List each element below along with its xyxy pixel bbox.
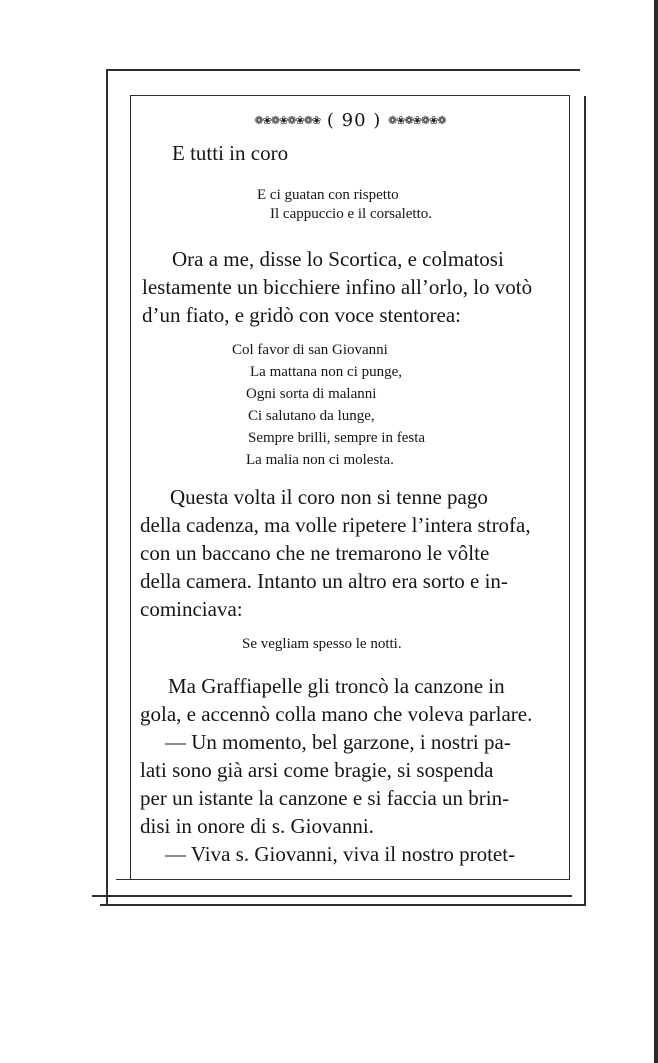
verse-line: Sempre brilli, sempre in festa (248, 430, 426, 446)
text-line: della camera. Intanto un altro era sorto e in- (140, 569, 508, 593)
text-line: d’un fiato, e gridò con voce stentorea: (142, 303, 461, 327)
ornament-right-icon: ❁❀❁❀❁❀❁ (388, 114, 446, 127)
verse-line: Se vegliam spesso le notti. (242, 636, 402, 652)
border-inner-right (569, 95, 570, 880)
page-number: ( 90 ) (326, 110, 382, 131)
border-inner-bottom (116, 879, 570, 880)
text-line: gola, e accennò colla mano che voleva parlare. (140, 702, 533, 726)
text-line: — Viva s. Giovanni, viva il nostro protet- (165, 842, 516, 866)
text-line: — Un momento, bel garzone, i nostri pa- (165, 730, 511, 754)
ornament-left-icon: ❁❀❁❀❁❀❁❀ (254, 114, 321, 127)
verse-line: Col favor di san Giovanni (232, 342, 388, 358)
border-outer-right (584, 96, 586, 906)
text-line: E tutti in coro (172, 141, 289, 165)
border-outer-left (106, 69, 108, 905)
text-line: cominciava: (140, 597, 243, 621)
verse-line: Il cappuccio e il corsaletto. (270, 206, 433, 222)
verse-line: Ci salutano da lunge, (248, 408, 375, 424)
border-outer-top (106, 69, 580, 71)
verse-line: La mattana non ci punge, (250, 364, 403, 380)
page-number-header (130, 110, 570, 131)
verse-line: La malia non ci molesta. (246, 452, 394, 468)
border-outer-bottom-second (100, 904, 586, 906)
scan-edge (654, 0, 658, 1063)
verse-line: Ogni sorta di malanni (246, 386, 377, 402)
text-line: Ma Graffiapelle gli troncò la canzone in (168, 674, 505, 698)
border-outer-bottom (92, 895, 572, 897)
text-line: con un baccano che ne tremarono le vôlte (140, 541, 490, 565)
border-inner-top (130, 95, 570, 96)
text-line: per un istante la canzone e si faccia un brin- (140, 786, 510, 810)
text-line: Questa volta il coro non si tenne pago (170, 485, 488, 509)
text-line: lati sono già arsi come bragie, si sospenda (140, 758, 494, 782)
text-line: della cadenza, ma volle ripetere l’intera strofa, (140, 513, 531, 537)
border-inner-left (130, 95, 131, 880)
text-line: lestamente un bicchiere infino all’orlo, lo votò (142, 275, 533, 299)
text-line: disi in onore di s. Giovanni. (140, 814, 374, 838)
verse-line: E ci guatan con rispetto (257, 187, 399, 203)
text-line: Ora a me, disse lo Scortica, e colmatosi (172, 247, 504, 271)
